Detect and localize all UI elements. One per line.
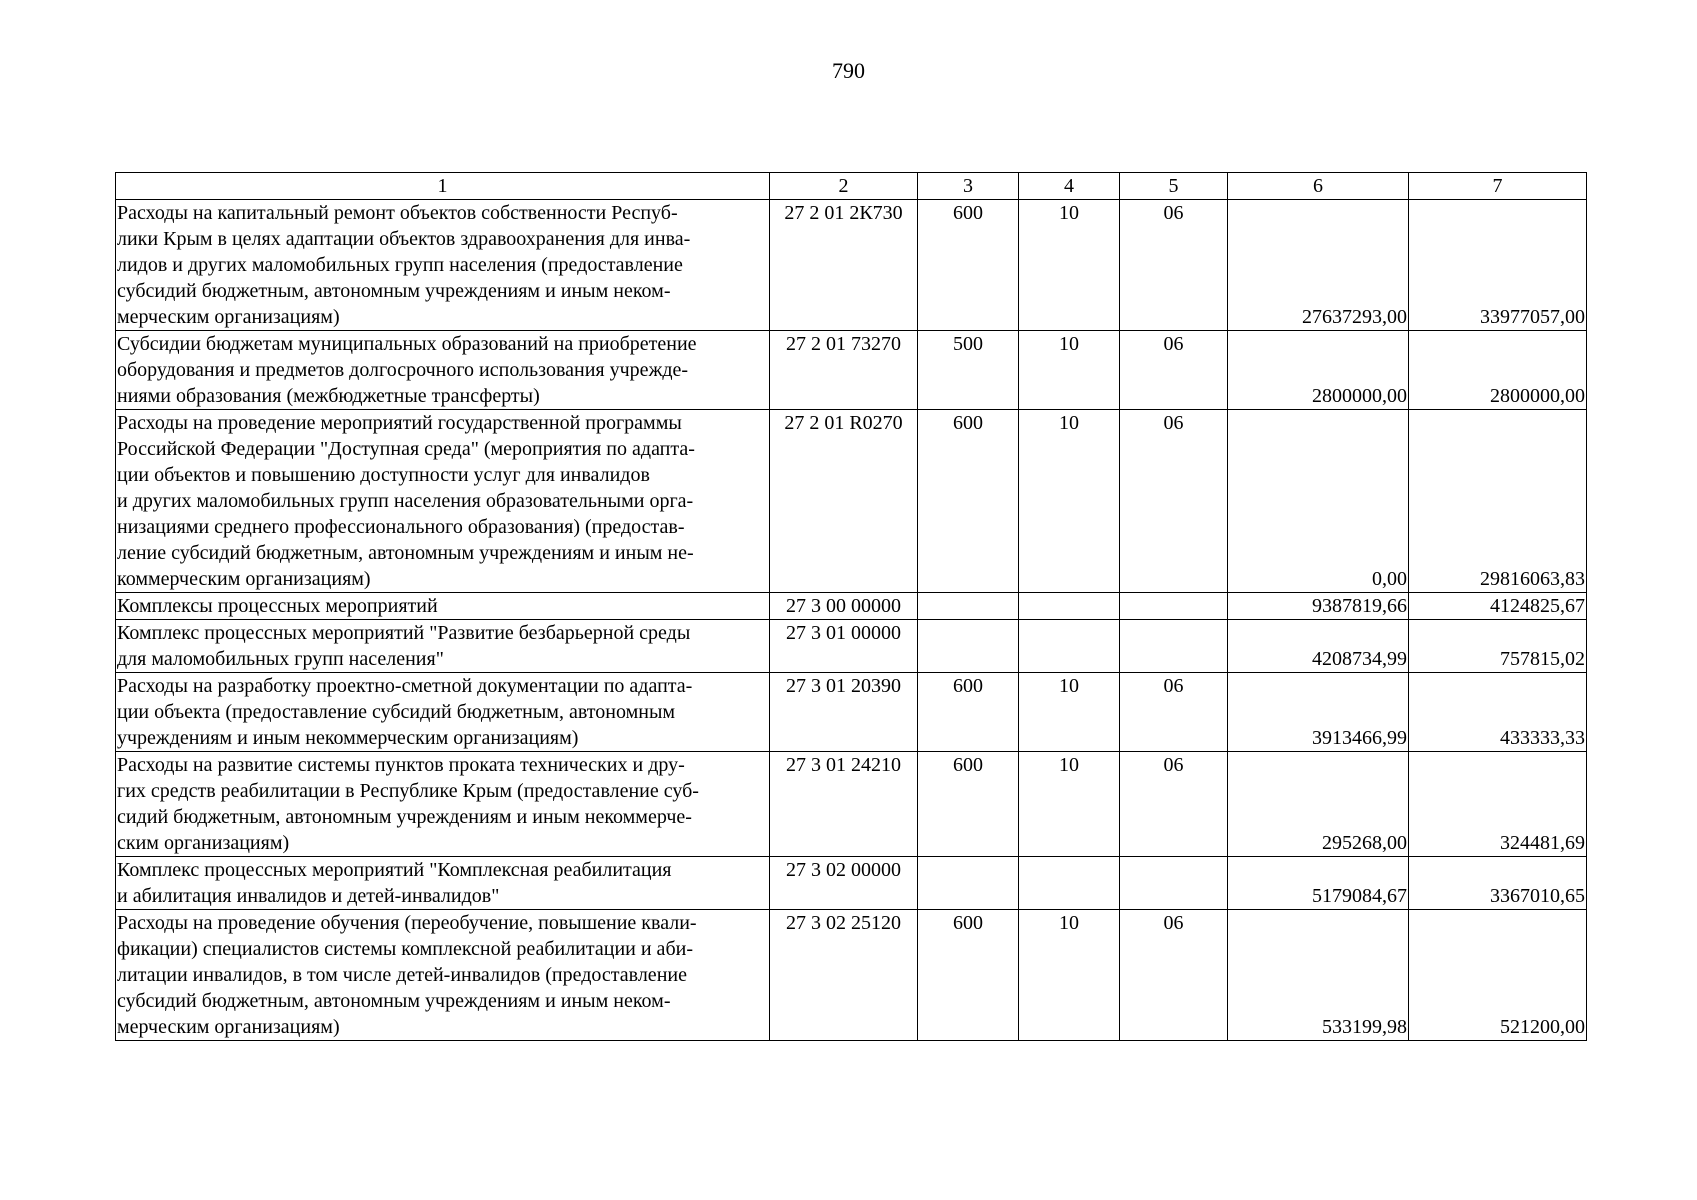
header-cell-3: 3 [918, 173, 1019, 200]
row-col7-amount: 521200,00 [1409, 910, 1587, 1041]
row-code-cell: 27 3 02 00000 [770, 857, 918, 910]
row-name-line: фикации) специалистов системы комплексной реабилитации и аби- [117, 938, 693, 960]
row-col4-cell [1019, 593, 1120, 620]
row-col5-cell: 06 [1120, 910, 1228, 1041]
row-name-line: Субсидии бюджетам муниципальных образований на приобретение [117, 333, 697, 355]
row-col5-cell: 06 [1120, 673, 1228, 752]
row-name-cell [116, 857, 770, 910]
row-code-cell: 27 2 01 R0270 [770, 410, 918, 593]
row-name-line: низациями среднего профессионального образования) (предостав- [117, 516, 685, 538]
row-name-cell [116, 673, 770, 752]
row-code-cell: 27 3 01 20390 [770, 673, 918, 752]
row-col4-cell: 10 [1019, 910, 1120, 1041]
row-code-cell: 27 3 00 00000 [770, 593, 918, 620]
row-name-line: гих средств реабилитации в Республике Крым (предоставление суб- [117, 780, 699, 802]
row-name-line: мерческим организациям) [117, 1016, 340, 1038]
row-name-line: мерческим организациям) [117, 306, 340, 328]
row-col3-cell [918, 857, 1019, 910]
row-col3-cell: 500 [918, 331, 1019, 410]
row-col3-cell [918, 620, 1019, 673]
row-col4-cell: 10 [1019, 673, 1120, 752]
row-col6-amount: 9387819,66 [1228, 593, 1409, 620]
row-name-line: Расходы на проведение мероприятий государственной программы [117, 412, 682, 434]
row-col6-amount: 295268,00 [1228, 752, 1409, 857]
row-col5-cell: 06 [1120, 200, 1228, 331]
row-code-cell: 27 3 01 24210 [770, 752, 918, 857]
table-row [116, 593, 1587, 620]
row-col4-cell: 10 [1019, 752, 1120, 857]
row-name-line: Расходы на развитие системы пунктов проката технических и дру- [117, 754, 685, 776]
row-code-cell: 27 2 01 2К730 [770, 200, 918, 331]
row-col6-amount: 0,00 [1228, 410, 1409, 593]
table-row [116, 331, 1587, 410]
row-name-line: коммерческим организациям) [117, 568, 371, 590]
header-row [116, 173, 1587, 200]
row-name-line: ление субсидий бюджетным, автономным учреждениям и иным не- [117, 542, 694, 564]
row-col7-amount: 4124825,67 [1409, 593, 1587, 620]
row-col5-cell [1120, 857, 1228, 910]
row-name-line: для маломобильных групп населения" [117, 648, 444, 670]
row-code-cell: 27 3 01 00000 [770, 620, 918, 673]
row-name-line: Комплекс процессных мероприятий "Развитие безбарьерной среды [117, 622, 691, 644]
row-name-cell [116, 410, 770, 593]
row-name-cell [116, 620, 770, 673]
row-col3-cell: 600 [918, 410, 1019, 593]
header-cell-6: 6 [1228, 173, 1409, 200]
row-name-line: оборудования и предметов долгосрочного использования учрежде- [117, 359, 689, 381]
table-row [116, 673, 1587, 752]
row-col3-cell [918, 593, 1019, 620]
row-col3-cell: 600 [918, 673, 1019, 752]
row-col6-amount: 5179084,67 [1228, 857, 1409, 910]
header-cell-4: 4 [1019, 173, 1120, 200]
row-code-cell: 27 2 01 73270 [770, 331, 918, 410]
row-col6-amount: 4208734,99 [1228, 620, 1409, 673]
table-row [116, 620, 1587, 673]
row-col5-cell [1120, 593, 1228, 620]
table-row [116, 200, 1587, 331]
row-col6-amount: 2800000,00 [1228, 331, 1409, 410]
row-name-line: литации инвалидов, в том числе детей-инвалидов (предоставление [117, 964, 687, 986]
row-name-line: Расходы на разработку проектно-сметной документации по адапта- [117, 675, 693, 697]
row-col4-cell: 10 [1019, 200, 1120, 331]
row-col5-cell [1120, 620, 1228, 673]
row-name-line: ским организациям) [117, 832, 290, 854]
row-col7-amount: 757815,02 [1409, 620, 1587, 673]
table-row [116, 857, 1587, 910]
row-name-line: Комплексы процессных мероприятий [117, 595, 438, 617]
row-col3-cell: 600 [918, 910, 1019, 1041]
row-name-line: учреждениям и иным некоммерческим организациям) [117, 727, 579, 749]
row-col4-cell: 10 [1019, 410, 1120, 593]
row-col6-amount: 533199,98 [1228, 910, 1409, 1041]
row-name-line: лидов и других маломобильных групп населения (предоставление [117, 254, 683, 276]
row-name-line: субсидий бюджетным, автономным учреждениям и иным неком- [117, 990, 671, 1012]
table-row [116, 410, 1587, 593]
row-col7-amount: 324481,69 [1409, 752, 1587, 857]
row-col6-amount: 27637293,00 [1228, 200, 1409, 331]
row-name-line: и абилитация инвалидов и детей-инвалидов" [117, 885, 500, 907]
table-body [116, 173, 1587, 1041]
table-row [116, 752, 1587, 857]
row-name-line: ции объектов и повышению доступности услуг для инвалидов [117, 464, 650, 486]
row-col4-cell: 10 [1019, 331, 1120, 410]
row-name-line: субсидий бюджетным, автономным учреждениям и иным неком- [117, 280, 671, 302]
row-name-line: сидий бюджетным, автономным учреждениям и иным некоммерче- [117, 806, 692, 828]
page-number: 790 [832, 58, 865, 83]
row-name-line: Расходы на проведение обучения (переобучение, повышение квали- [117, 912, 697, 934]
row-col3-cell: 600 [918, 752, 1019, 857]
row-name-cell [116, 200, 770, 331]
row-name-line: ниями образования (межбюджетные трансферты) [117, 385, 540, 407]
row-col6-amount: 3913466,99 [1228, 673, 1409, 752]
row-name-line: Российской Федерации "Доступная среда" (мероприятия по адапта- [117, 438, 695, 460]
row-col5-cell: 06 [1120, 410, 1228, 593]
row-code-cell: 27 3 02 25120 [770, 910, 918, 1041]
row-name-cell [116, 331, 770, 410]
row-name-line: ции объекта (предоставление субсидий бюджетным, автономным [117, 701, 676, 723]
row-col7-amount: 33977057,00 [1409, 200, 1587, 331]
row-col7-amount: 2800000,00 [1409, 331, 1587, 410]
header-cell-2: 2 [770, 173, 918, 200]
row-col4-cell [1019, 620, 1120, 673]
table-row [116, 910, 1587, 1041]
row-name-cell [116, 593, 770, 620]
header-cell-1: 1 [116, 173, 770, 200]
row-col3-cell: 600 [918, 200, 1019, 331]
row-col5-cell: 06 [1120, 752, 1228, 857]
row-col7-amount: 29816063,83 [1409, 410, 1587, 593]
row-name-line: лики Крым в целях адаптации объектов здравоохранения для инва- [117, 228, 691, 250]
row-name-cell [116, 910, 770, 1041]
row-col7-amount: 3367010,65 [1409, 857, 1587, 910]
header-cell-5: 5 [1120, 173, 1228, 200]
header-cell-7: 7 [1409, 173, 1587, 200]
row-col7-amount: 433333,33 [1409, 673, 1587, 752]
budget-table [115, 172, 1587, 1041]
row-col5-cell: 06 [1120, 331, 1228, 410]
row-name-line: и других маломобильных групп населения образовательными орга- [117, 490, 694, 512]
row-name-line: Расходы на капитальный ремонт объектов собственности Респуб- [117, 202, 678, 224]
row-name-line: Комплекс процессных мероприятий "Комплексная реабилитация [117, 859, 672, 881]
row-col4-cell [1019, 857, 1120, 910]
row-name-cell [116, 752, 770, 857]
